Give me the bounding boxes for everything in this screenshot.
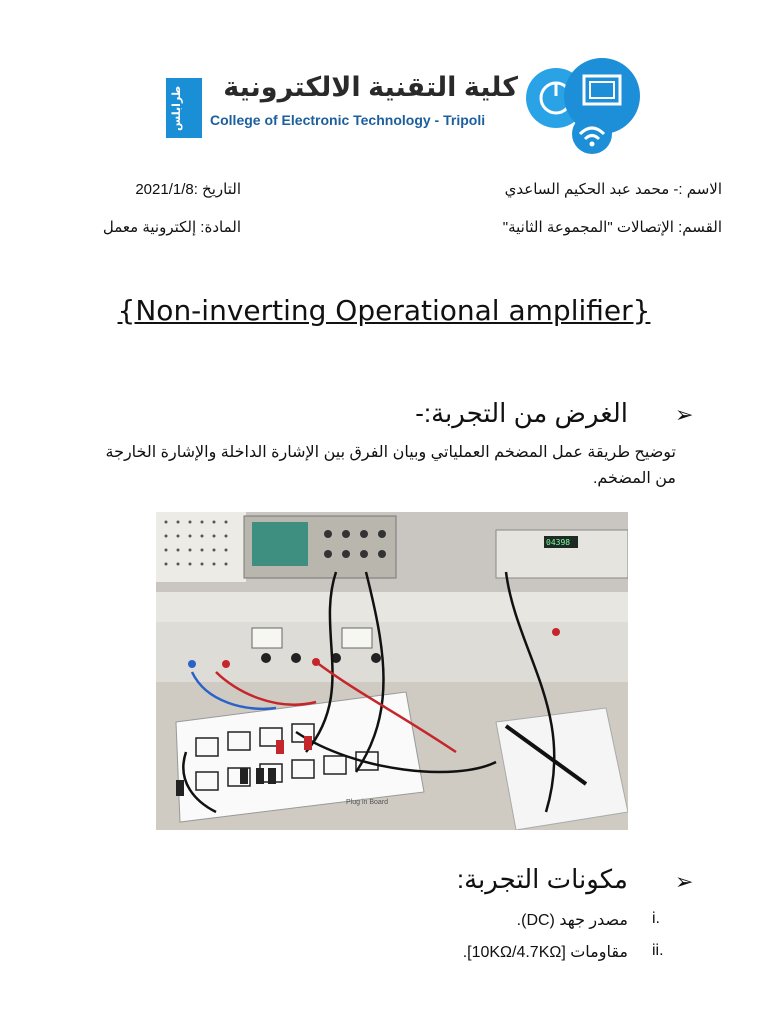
logo-side-text: طرابلس — [171, 85, 183, 131]
generator-readout: 04398 — [546, 538, 571, 547]
logo-emblem-icon — [518, 56, 646, 156]
logo-english-text: College of Electronic Technology - Tripoli — [210, 112, 486, 128]
list-marker: i. — [652, 910, 660, 927]
student-name: الاسم :- محمد عبد الحكيم الساعدي — [504, 181, 722, 198]
list-marker: ii. — [652, 942, 664, 959]
purpose-text: توضيح طريقة عمل المضخم العملياتي وبيان الفرق بين الإشارة الداخلة والإشارة الخارجة من المضخم. — [105, 444, 676, 487]
logo-side-bar — [166, 78, 202, 138]
subject: المادة: إلكترونية معمل — [102, 219, 241, 236]
department: القسم: الإتصالات "المجموعة الثانية" — [502, 219, 722, 236]
lab-setup-photo — [156, 512, 628, 830]
list-item: مقاومات [10KΩ/4.7KΩ]. — [462, 944, 628, 961]
lab-photo-illustration — [156, 512, 628, 830]
page-title: {Non-inverting Operational amplifier} — [117, 294, 651, 327]
college-logo — [166, 56, 646, 156]
breadboard-label: Plug in Board — [346, 799, 389, 806]
purpose-heading: الغرض من التجربة:- — [415, 398, 628, 428]
logo-arabic-text: كلية التقنية الالكترونية — [223, 72, 518, 102]
report-date: التاريخ :2021/1/8 — [135, 181, 241, 198]
components-heading: مكونات التجربة: — [456, 864, 628, 894]
bullet-arrow-icon: ➢ — [675, 869, 694, 894]
bullet-arrow-icon: ➢ — [675, 402, 694, 427]
list-item: مصدر جهد (DC). — [516, 912, 628, 929]
